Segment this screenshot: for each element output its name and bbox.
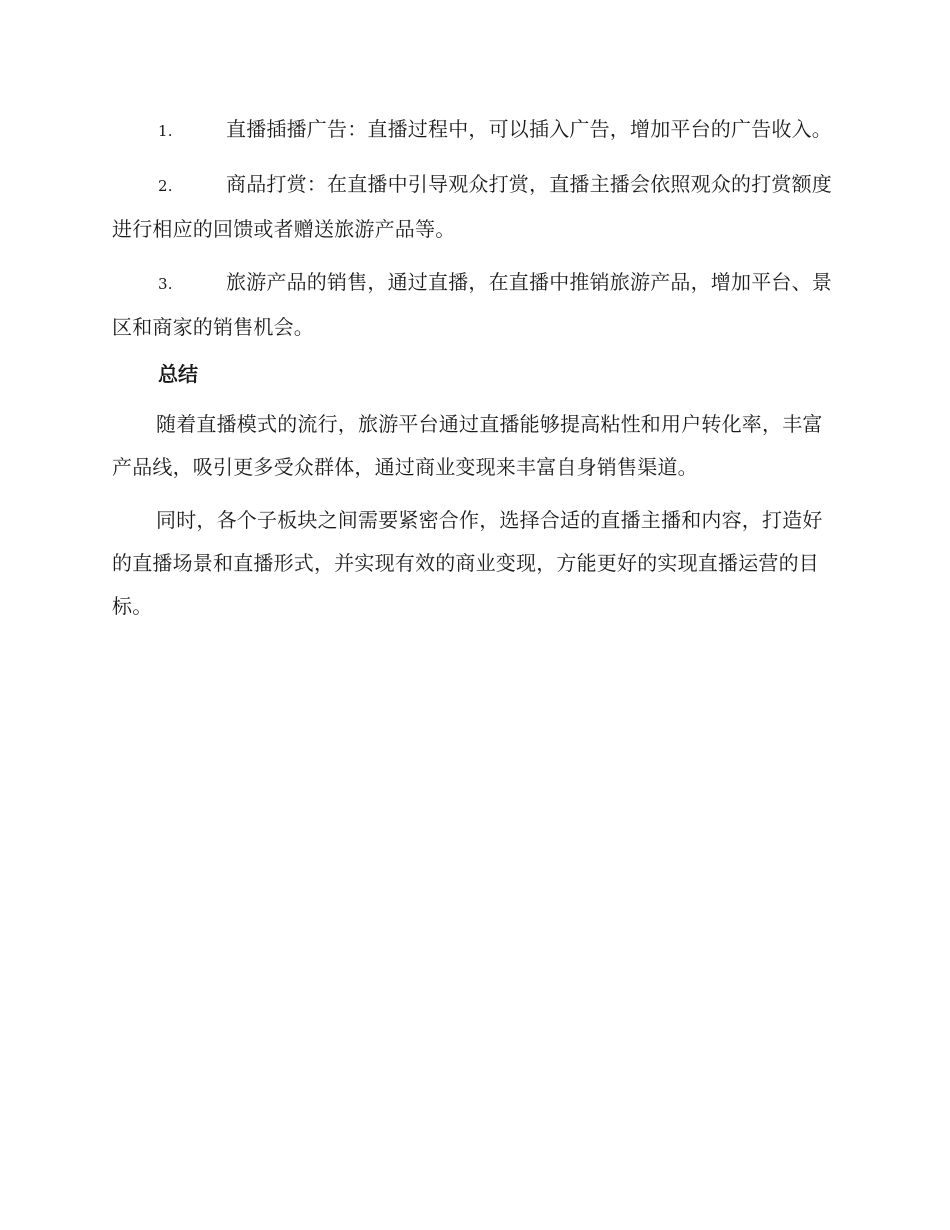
list-text: 直播插播广告：直播过程中，可以插入广告，增加平台的广告收入。	[226, 117, 832, 141]
list-number: 1.	[158, 122, 173, 140]
list-item	[112, 261, 832, 349]
section-heading: 总结	[158, 362, 198, 386]
list-number: 3.	[158, 275, 173, 293]
list-item	[112, 108, 832, 153]
paragraph: 随着直播模式的流行，旅游平台通过直播能够提高粘性和用户转化率，丰富产品线，吸引更多受众群体，通过商业变现来丰富自身销售渠道。	[112, 412, 823, 479]
list-item	[112, 163, 832, 251]
paragraph: 同时，各个子板块之间需要紧密合作，选择合适的直播主播和内容，打造好的直播场景和直播形式，并实现有效的商业变现，方能更好的实现直播运营的目标。	[112, 508, 823, 618]
list-text: 商品打赏：在直播中引导观众打赏，直播主播会依照观众的打赏额度进行相应的回馈或者赠送旅游产品等。	[112, 172, 832, 241]
list-number: 2.	[158, 177, 173, 195]
list-text: 旅游产品的销售，通过直播，在直播中推销旅游产品，增加平台、景区和商家的销售机会。	[112, 270, 832, 339]
